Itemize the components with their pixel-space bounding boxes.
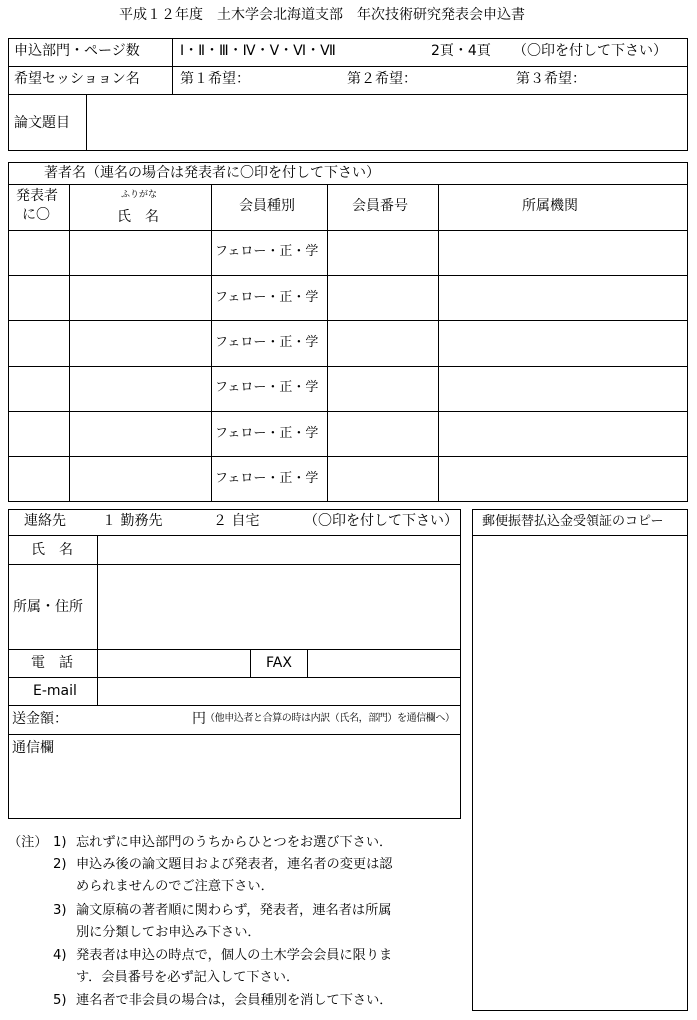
member-type-option[interactable]: フェロー・正・学: [215, 244, 319, 259]
col-member-no: 会員番号: [352, 198, 408, 214]
choice-1-field[interactable]: 第１希望：: [180, 71, 250, 87]
note-text: 別に分類してお申込み下さい．: [76, 925, 261, 940]
fee-amount-input[interactable]: [80, 708, 190, 732]
note-text: 発表者は申込の時点で，個人の土木学会会員に限りま: [76, 948, 393, 963]
paper-title-input[interactable]: [92, 100, 682, 145]
fee-note: （他申込者と合算の時は内訳（氏名，部門）を通信欄へ）: [205, 713, 455, 724]
contact-circle-note: （〇印を付して下さい）: [304, 513, 458, 529]
comments-label: 通信欄: [12, 740, 54, 756]
paper-title-label: 論文題目: [14, 115, 70, 131]
contact-name-input[interactable]: [100, 538, 458, 562]
member-type-option[interactable]: フェロー・正・学: [215, 290, 319, 305]
choice-2-field[interactable]: 第２希望：: [347, 71, 417, 87]
dept-options[interactable]: Ⅰ・Ⅱ・Ⅲ・Ⅳ・Ⅴ・Ⅵ・Ⅶ: [180, 43, 336, 59]
authors-section-title: 著者名（連名の場合は発表者に〇印を付して下さい）: [44, 165, 380, 181]
contact-email-label: E-mail: [33, 683, 77, 699]
circle-note: （〇印を付して下さい）: [513, 43, 667, 59]
note-number: 3): [53, 903, 67, 918]
note-text: 連名者で非会員の場合は，会員種別を消して下さい．: [76, 993, 393, 1008]
notes-prefix: （注）: [8, 835, 48, 850]
receipt-paste-area[interactable]: [475, 538, 685, 1008]
member-type-option[interactable]: フェロー・正・学: [215, 380, 319, 395]
contact-label: 連絡先: [24, 513, 66, 529]
contact-name-label: 氏 名: [31, 542, 73, 558]
comments-input[interactable]: [12, 758, 457, 816]
col-affiliation: 所属機関: [522, 198, 578, 214]
note-text: 論文原稿の著者順に関わらず，発表者，連名者は所属: [76, 903, 392, 918]
note-number: 2): [53, 857, 67, 872]
col-name: 氏 名: [117, 209, 159, 225]
dept-label: 申込部門・ページ数: [14, 43, 140, 59]
note-text: 申込み後の論文題目および発表者，連名者の変更は認: [76, 857, 393, 872]
col-member-type: 会員種別: [239, 198, 295, 214]
authors-section: [8, 162, 688, 502]
member-type-option[interactable]: フェロー・正・学: [215, 335, 319, 350]
col-name-ruby: ふりがな: [121, 190, 158, 200]
contact-fax-label: FAX: [266, 655, 292, 671]
contact-fax-input[interactable]: [310, 652, 458, 675]
fee-label: 送金額：: [12, 711, 68, 727]
receipt-label: 郵便振替払込金受領証のコピー: [482, 514, 664, 529]
contact-phone-input[interactable]: [100, 652, 248, 675]
note-text: す．会員番号を必ず記入して下さい．: [76, 970, 300, 985]
contact-option-office[interactable]: １ 勤務先: [102, 513, 163, 529]
pages-options[interactable]: 2頁・4頁: [431, 43, 491, 59]
note-number: 1): [53, 835, 67, 850]
note-text: 忘れずに申込部門のうちからひとつをお選び下さい．: [76, 835, 393, 850]
contact-phone-label: 電 話: [31, 655, 73, 671]
choice-3-field[interactable]: 第３希望：: [516, 71, 586, 87]
contact-address-input[interactable]: [100, 567, 458, 647]
note-number: 5): [53, 993, 67, 1008]
session-label: 希望セッショョン名: [14, 71, 140, 87]
note-number: 4): [53, 948, 67, 963]
contact-address-label: 所属・住所: [13, 599, 83, 615]
fee-unit: 円: [192, 711, 206, 727]
note-text: められませんのでご注意下さい．: [76, 879, 274, 894]
contact-email-input[interactable]: [100, 680, 458, 703]
member-type-option[interactable]: フェロー・正・学: [215, 426, 319, 441]
contact-option-home[interactable]: ２ 自宅: [213, 513, 260, 529]
col-presenter-line2: に〇: [22, 207, 50, 223]
form-title: 平成１２年度 土木学会北海道支部 年次技術研究発表会申込書: [119, 7, 525, 23]
col-presenter: 発表者: [16, 188, 58, 204]
member-type-option[interactable]: フェロー・正・学: [215, 471, 319, 486]
